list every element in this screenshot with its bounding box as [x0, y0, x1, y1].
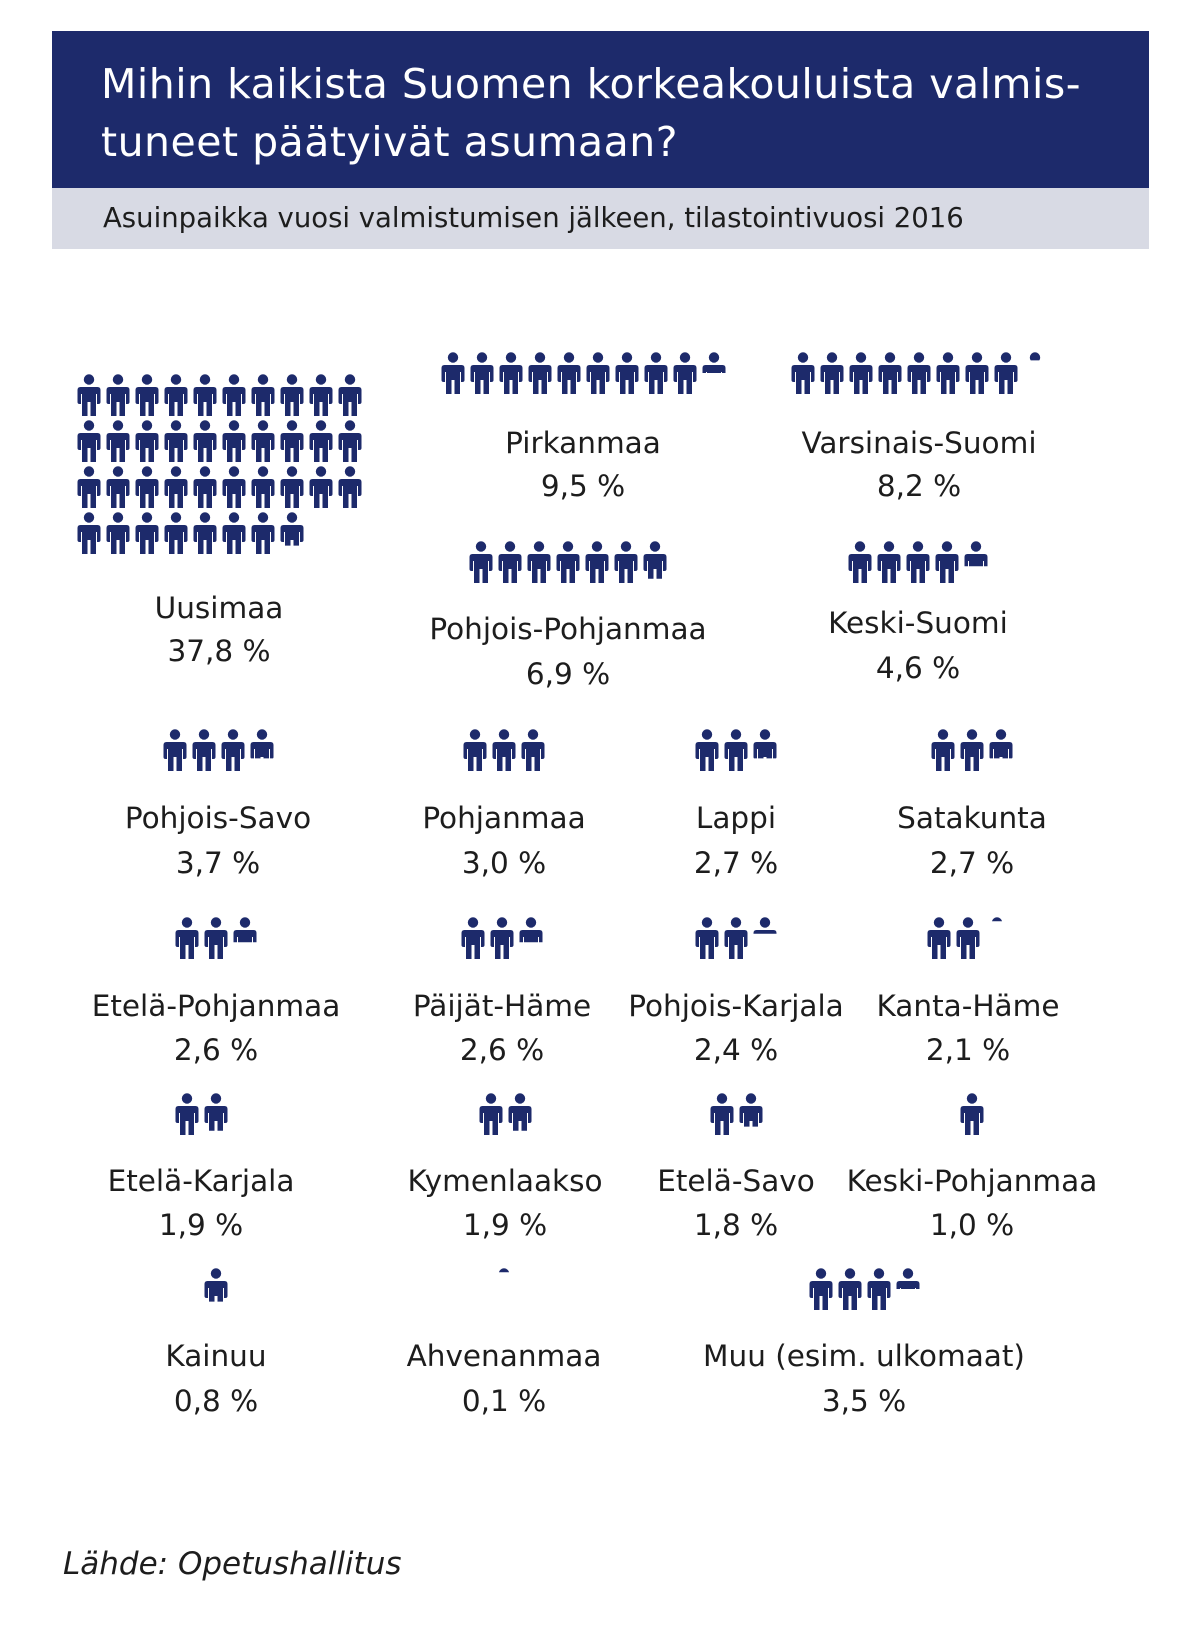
person-icon	[105, 420, 131, 462]
person-icon	[984, 917, 1010, 959]
person-icon	[192, 512, 218, 554]
person-icon	[337, 466, 363, 508]
person-icon	[701, 352, 727, 394]
category-label: Pohjois-Karjala	[628, 989, 844, 1023]
category-label: Kanta-Häme	[876, 989, 1060, 1023]
person-icon	[76, 466, 102, 508]
category-label: Keski-Suomi	[828, 606, 1008, 640]
person-icon	[489, 917, 515, 959]
person-icon	[491, 729, 517, 771]
person-icon	[934, 541, 960, 583]
person-icon	[819, 352, 845, 394]
person-icon	[163, 512, 189, 554]
category-label: Kainuu	[165, 1339, 267, 1373]
category-label: Satakunta	[897, 801, 1047, 835]
person-icon	[498, 352, 524, 394]
person-icon	[955, 917, 981, 959]
person-icon	[174, 1093, 200, 1135]
person-icon	[993, 352, 1019, 394]
person-icon	[221, 374, 247, 416]
person-icon	[134, 374, 160, 416]
person-icon	[964, 352, 990, 394]
category-label: Keski-Pohjanmaa	[846, 1164, 1098, 1198]
person-icon	[478, 1093, 504, 1135]
person-icon	[808, 1268, 834, 1310]
person-icon	[738, 1093, 764, 1135]
person-icon	[672, 352, 698, 394]
person-icon	[105, 466, 131, 508]
category-label: Päijät-Häme	[412, 989, 592, 1023]
person-icon	[163, 466, 189, 508]
person-icon	[203, 1093, 229, 1135]
person-icon	[694, 917, 720, 959]
person-icon	[337, 374, 363, 416]
person-icon	[520, 729, 546, 771]
person-icon	[584, 541, 610, 583]
person-icon	[1022, 352, 1048, 394]
person-icon	[162, 729, 188, 771]
person-icon	[790, 352, 816, 394]
person-icon	[163, 374, 189, 416]
value-label: 2,4 %	[693, 1033, 779, 1067]
person-icon	[279, 512, 305, 554]
person-icon	[221, 420, 247, 462]
value-label: 1,8 %	[693, 1208, 779, 1242]
person-icon	[249, 729, 275, 771]
value-label: 6,9 %	[525, 657, 611, 691]
person-icon	[837, 1268, 863, 1310]
value-label: 2,6 %	[173, 1033, 259, 1067]
person-icon	[491, 1268, 517, 1310]
person-icon	[930, 729, 956, 771]
person-icon	[613, 541, 639, 583]
person-icon	[988, 729, 1014, 771]
category-label: Ahvenanmaa	[406, 1339, 602, 1373]
person-icon	[134, 466, 160, 508]
chart-subtitle: Asuinpaikka vuosi valmistumisen jälkeen, tilastointivuosi 2016	[103, 202, 964, 234]
value-label: 2,1 %	[925, 1033, 1011, 1067]
category-label: Etelä-Pohjanmaa	[91, 989, 341, 1023]
category-label: Pohjanmaa	[422, 801, 586, 835]
person-icon	[468, 541, 494, 583]
person-icon	[440, 352, 466, 394]
person-icon	[308, 466, 334, 508]
person-icon	[105, 374, 131, 416]
person-icon	[279, 466, 305, 508]
category-label: Kymenlaakso	[407, 1164, 603, 1198]
value-label: 37,8 %	[167, 634, 271, 668]
category-label: Varsinais-Suomi	[801, 426, 1037, 460]
person-icon	[959, 729, 985, 771]
category-label: Etelä-Karjala	[107, 1164, 295, 1198]
person-icon	[191, 729, 217, 771]
category-label: Pirkanmaa	[505, 426, 661, 460]
value-label: 9,5 %	[540, 469, 626, 503]
person-icon	[723, 917, 749, 959]
person-icon	[203, 917, 229, 959]
value-label: 0,8 %	[173, 1384, 259, 1418]
person-icon	[221, 466, 247, 508]
person-icon	[614, 352, 640, 394]
subtitle-band	[52, 188, 1149, 249]
person-icon	[220, 729, 246, 771]
person-icon	[906, 352, 932, 394]
person-icon	[877, 352, 903, 394]
person-icon	[105, 512, 131, 554]
person-icon	[905, 541, 931, 583]
person-icon	[469, 352, 495, 394]
person-icon	[556, 352, 582, 394]
person-icon	[203, 1268, 229, 1310]
person-icon	[694, 729, 720, 771]
person-icon	[527, 352, 553, 394]
value-label: 3,5 %	[821, 1384, 907, 1418]
person-icon	[174, 917, 200, 959]
person-icon	[250, 466, 276, 508]
person-icon	[250, 512, 276, 554]
value-label: 3,7 %	[175, 846, 261, 880]
person-icon	[723, 729, 749, 771]
person-icon	[134, 512, 160, 554]
person-icon	[963, 541, 989, 583]
person-icon	[279, 374, 305, 416]
chart-title	[101, 55, 1121, 171]
category-label: Lappi	[695, 801, 777, 835]
person-icon	[308, 374, 334, 416]
person-icon	[221, 512, 247, 554]
title-line-1: Mihin kaikista Suomen korkeakouluista valmis-	[101, 60, 1082, 108]
person-icon	[163, 420, 189, 462]
category-label: Pohjois-Savo	[124, 801, 312, 835]
category-label: Muu (esim. ulkomaat)	[703, 1339, 1025, 1373]
person-icon	[497, 541, 523, 583]
person-icon	[848, 352, 874, 394]
person-icon	[308, 420, 334, 462]
person-icon	[518, 917, 544, 959]
person-icon	[76, 420, 102, 462]
person-icon	[643, 352, 669, 394]
person-icon	[709, 1093, 735, 1135]
category-label: Uusimaa	[154, 591, 284, 625]
person-icon	[935, 352, 961, 394]
person-icon	[192, 420, 218, 462]
person-icon	[507, 1093, 533, 1135]
person-icon	[462, 729, 488, 771]
person-icon	[876, 541, 902, 583]
person-icon	[337, 420, 363, 462]
person-icon	[279, 420, 305, 462]
title-band	[52, 31, 1149, 188]
person-icon	[192, 466, 218, 508]
person-icon	[847, 541, 873, 583]
person-icon	[926, 917, 952, 959]
value-label: 2,6 %	[459, 1033, 545, 1067]
person-icon	[250, 374, 276, 416]
person-icon	[526, 541, 552, 583]
category-label: Etelä-Savo	[657, 1164, 815, 1198]
person-icon	[192, 374, 218, 416]
person-icon	[752, 917, 778, 959]
person-icon	[959, 1093, 985, 1135]
value-label: 2,7 %	[693, 846, 779, 880]
person-icon	[585, 352, 611, 394]
person-icon	[76, 512, 102, 554]
value-label: 2,7 %	[929, 846, 1015, 880]
person-icon	[555, 541, 581, 583]
value-label: 1,0 %	[929, 1208, 1015, 1242]
person-icon	[134, 420, 160, 462]
value-label: 4,6 %	[875, 651, 961, 685]
value-label: 0,1 %	[461, 1384, 547, 1418]
person-icon	[460, 917, 486, 959]
person-icon	[752, 729, 778, 771]
value-label: 3,0 %	[461, 846, 547, 880]
title-line-2: tuneet päätyivät asumaan?	[101, 118, 679, 166]
value-label: 8,2 %	[876, 469, 962, 503]
person-icon	[866, 1268, 892, 1310]
person-icon	[250, 420, 276, 462]
person-icon	[232, 917, 258, 959]
category-label: Pohjois-Pohjanmaa	[429, 612, 707, 646]
person-icon	[895, 1268, 921, 1310]
value-label: 1,9 %	[462, 1208, 548, 1242]
person-icon	[76, 374, 102, 416]
value-label: 1,9 %	[158, 1208, 244, 1242]
source-note: Lähde: Opetushallitus	[63, 1546, 402, 1582]
person-icon	[642, 541, 668, 583]
